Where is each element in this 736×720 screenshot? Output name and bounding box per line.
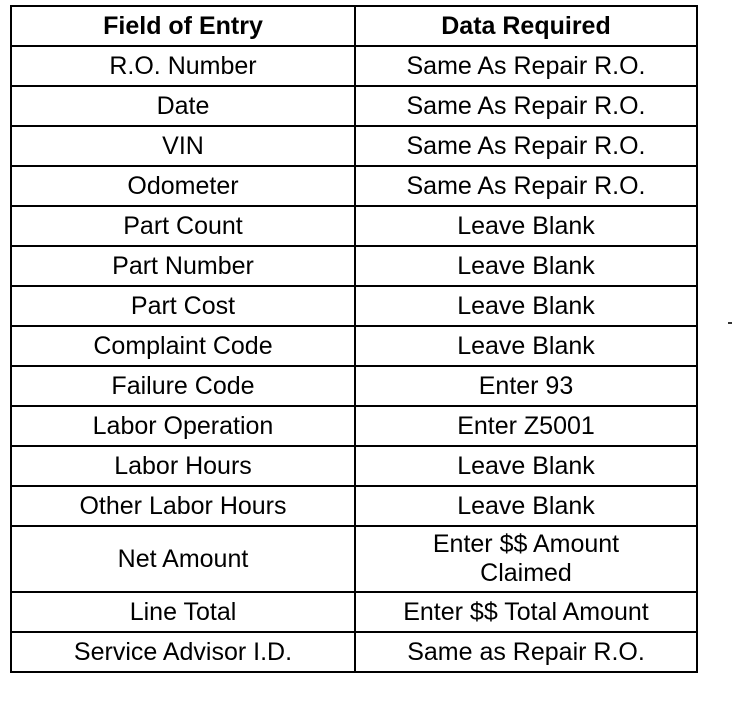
column-header-data: Data Required	[355, 6, 697, 46]
table-row	[11, 166, 697, 206]
table-row	[11, 632, 697, 672]
table-row	[11, 526, 697, 592]
table-row	[11, 126, 697, 166]
table-row	[11, 446, 697, 486]
field-of-entry-cell: Date	[11, 86, 355, 126]
field-of-entry-cell: VIN	[11, 126, 355, 166]
data-required-cell: Same as Repair R.O.	[355, 632, 697, 672]
table-header-row	[11, 6, 697, 46]
field-of-entry-cell: Odometer	[11, 166, 355, 206]
data-required-cell: Leave Blank	[355, 486, 697, 526]
data-required-cell: Leave Blank	[355, 326, 697, 366]
table-row	[11, 486, 697, 526]
field-of-entry-cell: Complaint Code	[11, 326, 355, 366]
field-of-entry-cell: Failure Code	[11, 366, 355, 406]
field-of-entry-cell: Labor Operation	[11, 406, 355, 446]
table-row	[11, 86, 697, 126]
data-required-cell: Leave Blank	[355, 206, 697, 246]
column-header-field: Field of Entry	[11, 6, 355, 46]
data-required-cell: Enter 93	[355, 366, 697, 406]
field-of-entry-cell: R.O. Number	[11, 46, 355, 86]
data-required-cell: Enter Z5001	[355, 406, 697, 446]
data-required-cell: Leave Blank	[355, 446, 697, 486]
field-of-entry-cell: Line Total	[11, 592, 355, 632]
field-of-entry-cell: Part Number	[11, 246, 355, 286]
stray-mark	[728, 322, 732, 324]
table-row	[11, 246, 697, 286]
table-row	[11, 366, 697, 406]
field-of-entry-cell: Part Cost	[11, 286, 355, 326]
table-row	[11, 406, 697, 446]
field-of-entry-cell: Other Labor Hours	[11, 486, 355, 526]
data-required-cell: Enter $$ Amount Claimed	[355, 526, 697, 592]
data-required-cell: Leave Blank	[355, 246, 697, 286]
field-of-entry-cell: Part Count	[11, 206, 355, 246]
table-row	[11, 286, 697, 326]
data-required-cell: Same As Repair R.O.	[355, 46, 697, 86]
data-required-cell: Same As Repair R.O.	[355, 166, 697, 206]
field-of-entry-cell: Labor Hours	[11, 446, 355, 486]
table-body	[11, 46, 697, 672]
table-row	[11, 206, 697, 246]
data-required-cell: Enter $$ Total Amount	[355, 592, 697, 632]
field-entry-table	[10, 5, 698, 673]
field-of-entry-cell: Net Amount	[11, 526, 355, 592]
data-required-cell: Same As Repair R.O.	[355, 86, 697, 126]
table-row	[11, 46, 697, 86]
field-of-entry-cell: Service Advisor I.D.	[11, 632, 355, 672]
data-required-cell: Same As Repair R.O.	[355, 126, 697, 166]
data-required-cell: Leave Blank	[355, 286, 697, 326]
table-row	[11, 592, 697, 632]
table-row	[11, 326, 697, 366]
